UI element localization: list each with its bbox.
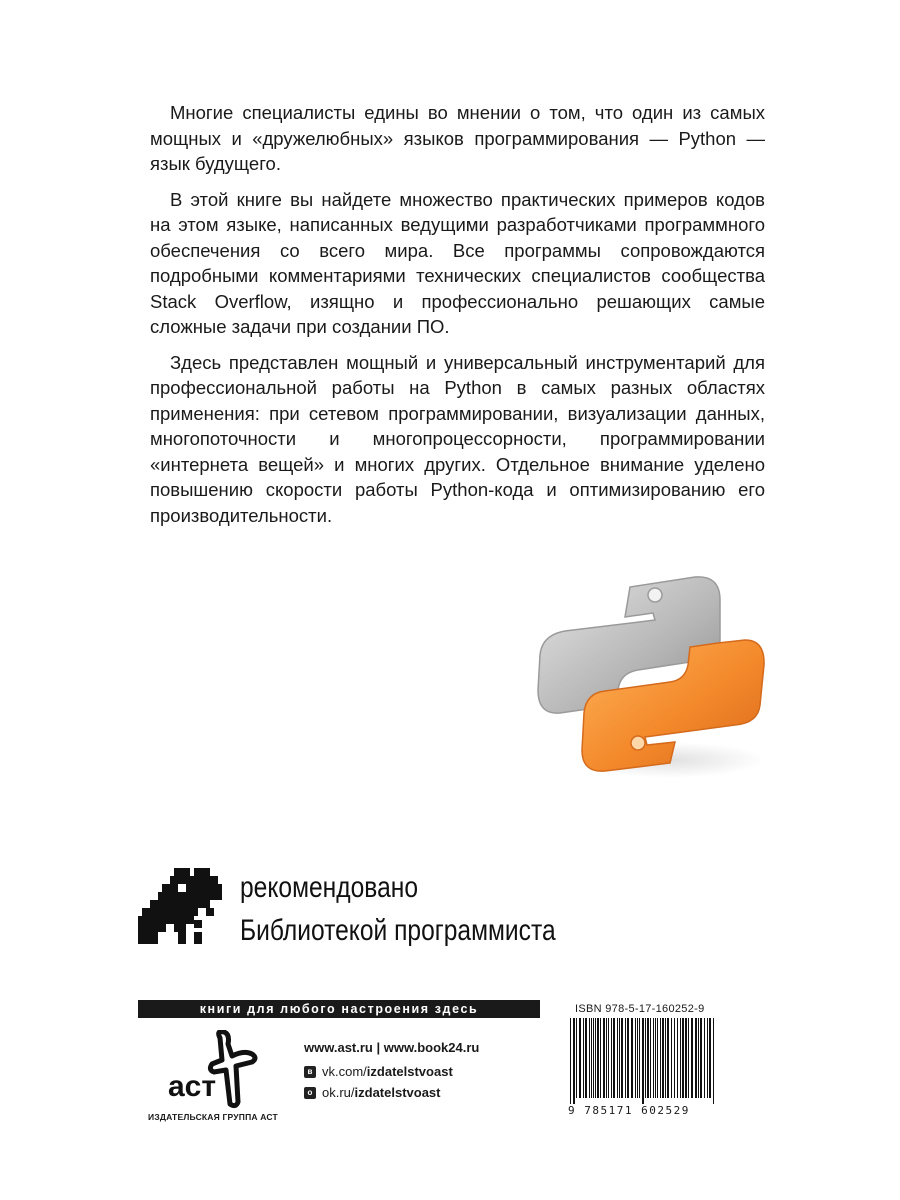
barcode-bar [621, 1018, 623, 1098]
ok-handle: izdatelstvoast [354, 1085, 441, 1100]
vk-link[interactable] [304, 1064, 453, 1079]
blurb-paragraph-2: В этой книге вы найдете множество практических примеров кодов на этом языке, написанных ведущими разработчиками программного обеспечения со всего мира. Все программы сопровождаются подробными комментариями технических специалистов сообщества Stack Overflow, изящно и профессионально решающих самые сложные задачи при создании ПО. [150, 188, 765, 337]
barcode-bar [606, 1018, 607, 1098]
ast-logo [160, 1030, 270, 1110]
isbn-number: ISBN 978-5-17-160252-9 [575, 1003, 705, 1015]
barcode-bar [639, 1018, 640, 1098]
recommendation-text [240, 868, 625, 951]
barcode-bar [608, 1018, 609, 1098]
barcode-bar [695, 1018, 697, 1098]
barcode-bar [688, 1018, 689, 1098]
barcode-bar [700, 1018, 702, 1098]
barcode-bar [653, 1018, 654, 1098]
barcode-bar [611, 1018, 612, 1098]
pixel-mascot-icon [138, 868, 222, 944]
ast-logo-text: аст [168, 1070, 217, 1103]
publisher-name: ИЗДАТЕЛЬСКАЯ ГРУППА АСТ [148, 1112, 278, 1122]
barcode-bar [583, 1018, 584, 1098]
barcode-bar [680, 1018, 681, 1098]
barcode-bar [682, 1018, 684, 1098]
recommendation-line-1: рекомендовано [240, 871, 419, 904]
barcode-bar [600, 1018, 601, 1098]
barcode-bar [674, 1018, 675, 1098]
barcode-bar [576, 1018, 577, 1098]
barcode-bar [662, 1018, 664, 1098]
barcode-bar [593, 1018, 594, 1098]
barcode-bar [579, 1018, 581, 1098]
ok-prefix: ok.ru/ [322, 1085, 355, 1100]
ok-icon: о [304, 1087, 316, 1099]
barcode-bar [585, 1018, 587, 1098]
barcode-bar [573, 1018, 575, 1104]
barcode-bar [698, 1018, 699, 1098]
barcode-graphic [568, 1018, 716, 1104]
back-cover-blurb [150, 100, 765, 538]
barcode-bar [613, 1018, 615, 1098]
ok-link[interactable] [304, 1085, 441, 1100]
barcode-bar [625, 1018, 626, 1098]
barcode-bar [635, 1018, 636, 1098]
barcode-bar [665, 1018, 666, 1098]
barcode-bar [591, 1018, 592, 1098]
ast-cross-icon [160, 1030, 270, 1110]
barcode-bar [589, 1018, 590, 1098]
barcode-bar [645, 1018, 646, 1098]
barcode-bar [637, 1018, 638, 1098]
barcode-bar [627, 1018, 629, 1098]
barcode-bar [570, 1018, 571, 1104]
barcode-bar [619, 1018, 620, 1098]
publisher-sites[interactable]: www.ast.ru | www.book24.ru [304, 1040, 480, 1055]
barcode-digits: 9 785171 602529 [568, 1104, 690, 1117]
vk-handle: izdatelstvoast [366, 1064, 453, 1079]
barcode-bar [667, 1018, 669, 1098]
barcode-bar [691, 1018, 693, 1098]
barcode-bar [707, 1018, 708, 1098]
vk-prefix: vk.com/ [322, 1064, 367, 1079]
barcode-bar [597, 1018, 599, 1098]
recommendation-line-2: Библиотекой программиста [240, 914, 556, 947]
blurb-paragraph-1: Многие специалисты едины во мнении о том, что один из самых мощных и «дружелюбных» языков программирования — Python — язык будущего. [150, 102, 765, 174]
barcode-bar [647, 1018, 649, 1098]
barcode-bar [671, 1018, 672, 1098]
barcode-bar [685, 1018, 687, 1098]
barcode-bar [709, 1018, 711, 1098]
barcode-bar [642, 1018, 644, 1104]
barcode-bar [660, 1018, 661, 1098]
publisher-slogan-banner: книги для любого настроения здесь [138, 1000, 540, 1018]
barcode-bar [631, 1018, 633, 1098]
barcode-bar [603, 1018, 605, 1098]
blurb-paragraph-3: Здесь представлен мощный и универсальный инструментарий для профессиональной работы на Python в самых разных областях применения: при сетевом программировании, визуализации данных, многопоточности и многопроцессорности, программировании «интернета вещей» и многих других. Отдельное внимание уделено повышению скорости работы Python-кода и оптимизированию его производительности. [150, 351, 765, 526]
barcode-bar [713, 1018, 714, 1104]
barcode-bar [677, 1018, 678, 1098]
barcode-bar [617, 1018, 618, 1098]
barcode-bar [655, 1018, 656, 1098]
barcode-bar [657, 1018, 658, 1098]
barcode-bar [650, 1018, 651, 1098]
vk-icon: в [304, 1066, 316, 1078]
python-logo-icon [520, 565, 770, 780]
barcode-bar [704, 1018, 705, 1098]
barcode-bar [595, 1018, 596, 1098]
